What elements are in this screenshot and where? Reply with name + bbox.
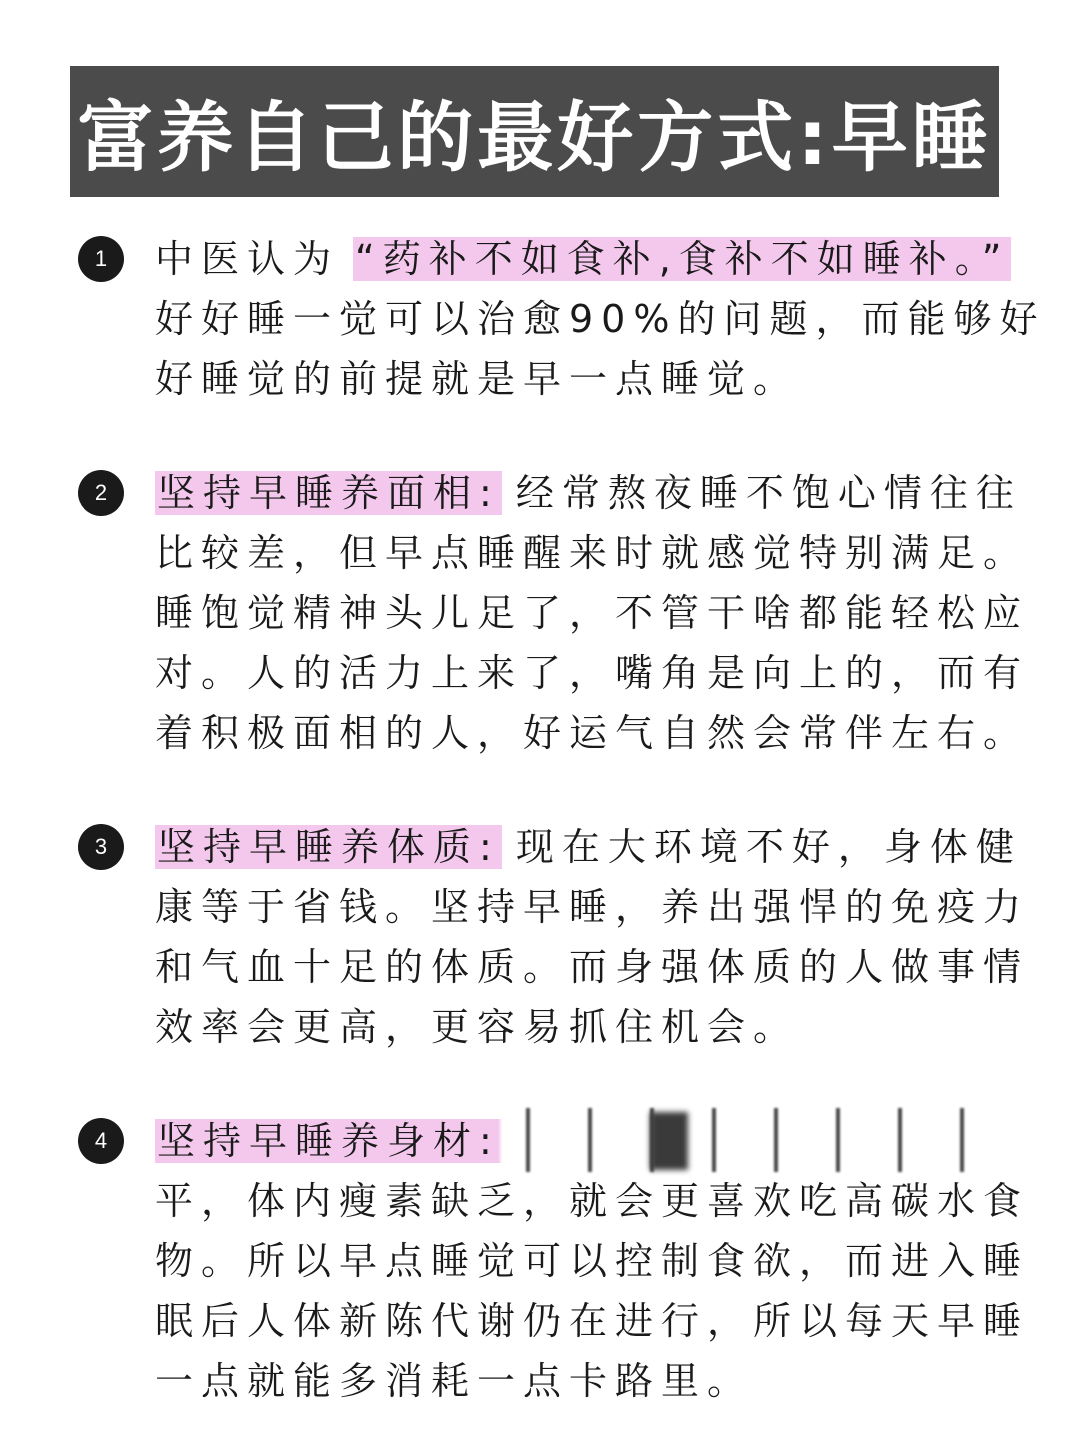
- highlight-heading: 坚持早睡养体质:: [157, 825, 500, 869]
- text-line: [155, 464, 1022, 522]
- text-line: 睡饱觉精神头儿足了，不管干啥都能轻松应: [155, 591, 1030, 635]
- text-line: 比较差，但早点睡醒来时就感觉特别满足。: [155, 531, 1030, 575]
- number-badge: 4: [78, 1118, 124, 1164]
- text-line: 对。人的活力上来了，嘴角是向上的，而有: [155, 651, 1030, 695]
- text-line: 康等于省钱。坚持早睡，养出强悍的免疫力: [155, 885, 1030, 929]
- text-plain: 中医认为: [155, 237, 340, 281]
- text-line: [155, 230, 1011, 288]
- text-line: 好好睡一觉可以治愈90%的问题，而能够好: [155, 297, 1046, 341]
- highlight-heading: 坚持早睡养面相:: [157, 471, 500, 515]
- page-title: 富养自己的最好方式:早睡: [77, 93, 992, 182]
- text-line: 和气血十足的体质。而身强体质的人做事情: [155, 945, 1030, 989]
- text-line: 好睡觉的前提就是早一点睡觉。: [155, 357, 800, 401]
- text-line: 眠后人体新陈代谢仍在进行，所以每天早睡: [155, 1299, 1030, 1343]
- title-banner: [70, 66, 999, 197]
- number-badge: 1: [78, 236, 124, 282]
- text-line: 着积极面相的人，好运气自然会常伴左右。: [155, 711, 1030, 755]
- text-line: [155, 818, 1022, 876]
- number-badge: 3: [78, 824, 124, 870]
- text-line: 一点就能多消耗一点卡路里。: [155, 1359, 754, 1403]
- text-line: 物。所以早点睡觉可以控制食欲，而进入睡: [155, 1239, 1030, 1283]
- text-plain: 现在大环境不好，身体健: [515, 825, 1022, 869]
- number-badge: 2: [78, 470, 124, 516]
- blurred-region: [500, 1108, 1000, 1172]
- text-plain: 经常熬夜睡不饱心情往往: [515, 471, 1022, 515]
- text-line: 平，体内瘦素缺乏，就会更喜欢吃高碳水食: [155, 1179, 1030, 1223]
- text-line: 效率会更高，更容易抓住机会。: [155, 1005, 800, 1049]
- blurred-region: [650, 1112, 688, 1170]
- highlight-quote: “药补不如食补,食补不如睡补。”: [355, 237, 1010, 281]
- highlight-heading: 坚持早睡养身材:: [157, 1119, 500, 1163]
- text-line: [155, 1112, 502, 1170]
